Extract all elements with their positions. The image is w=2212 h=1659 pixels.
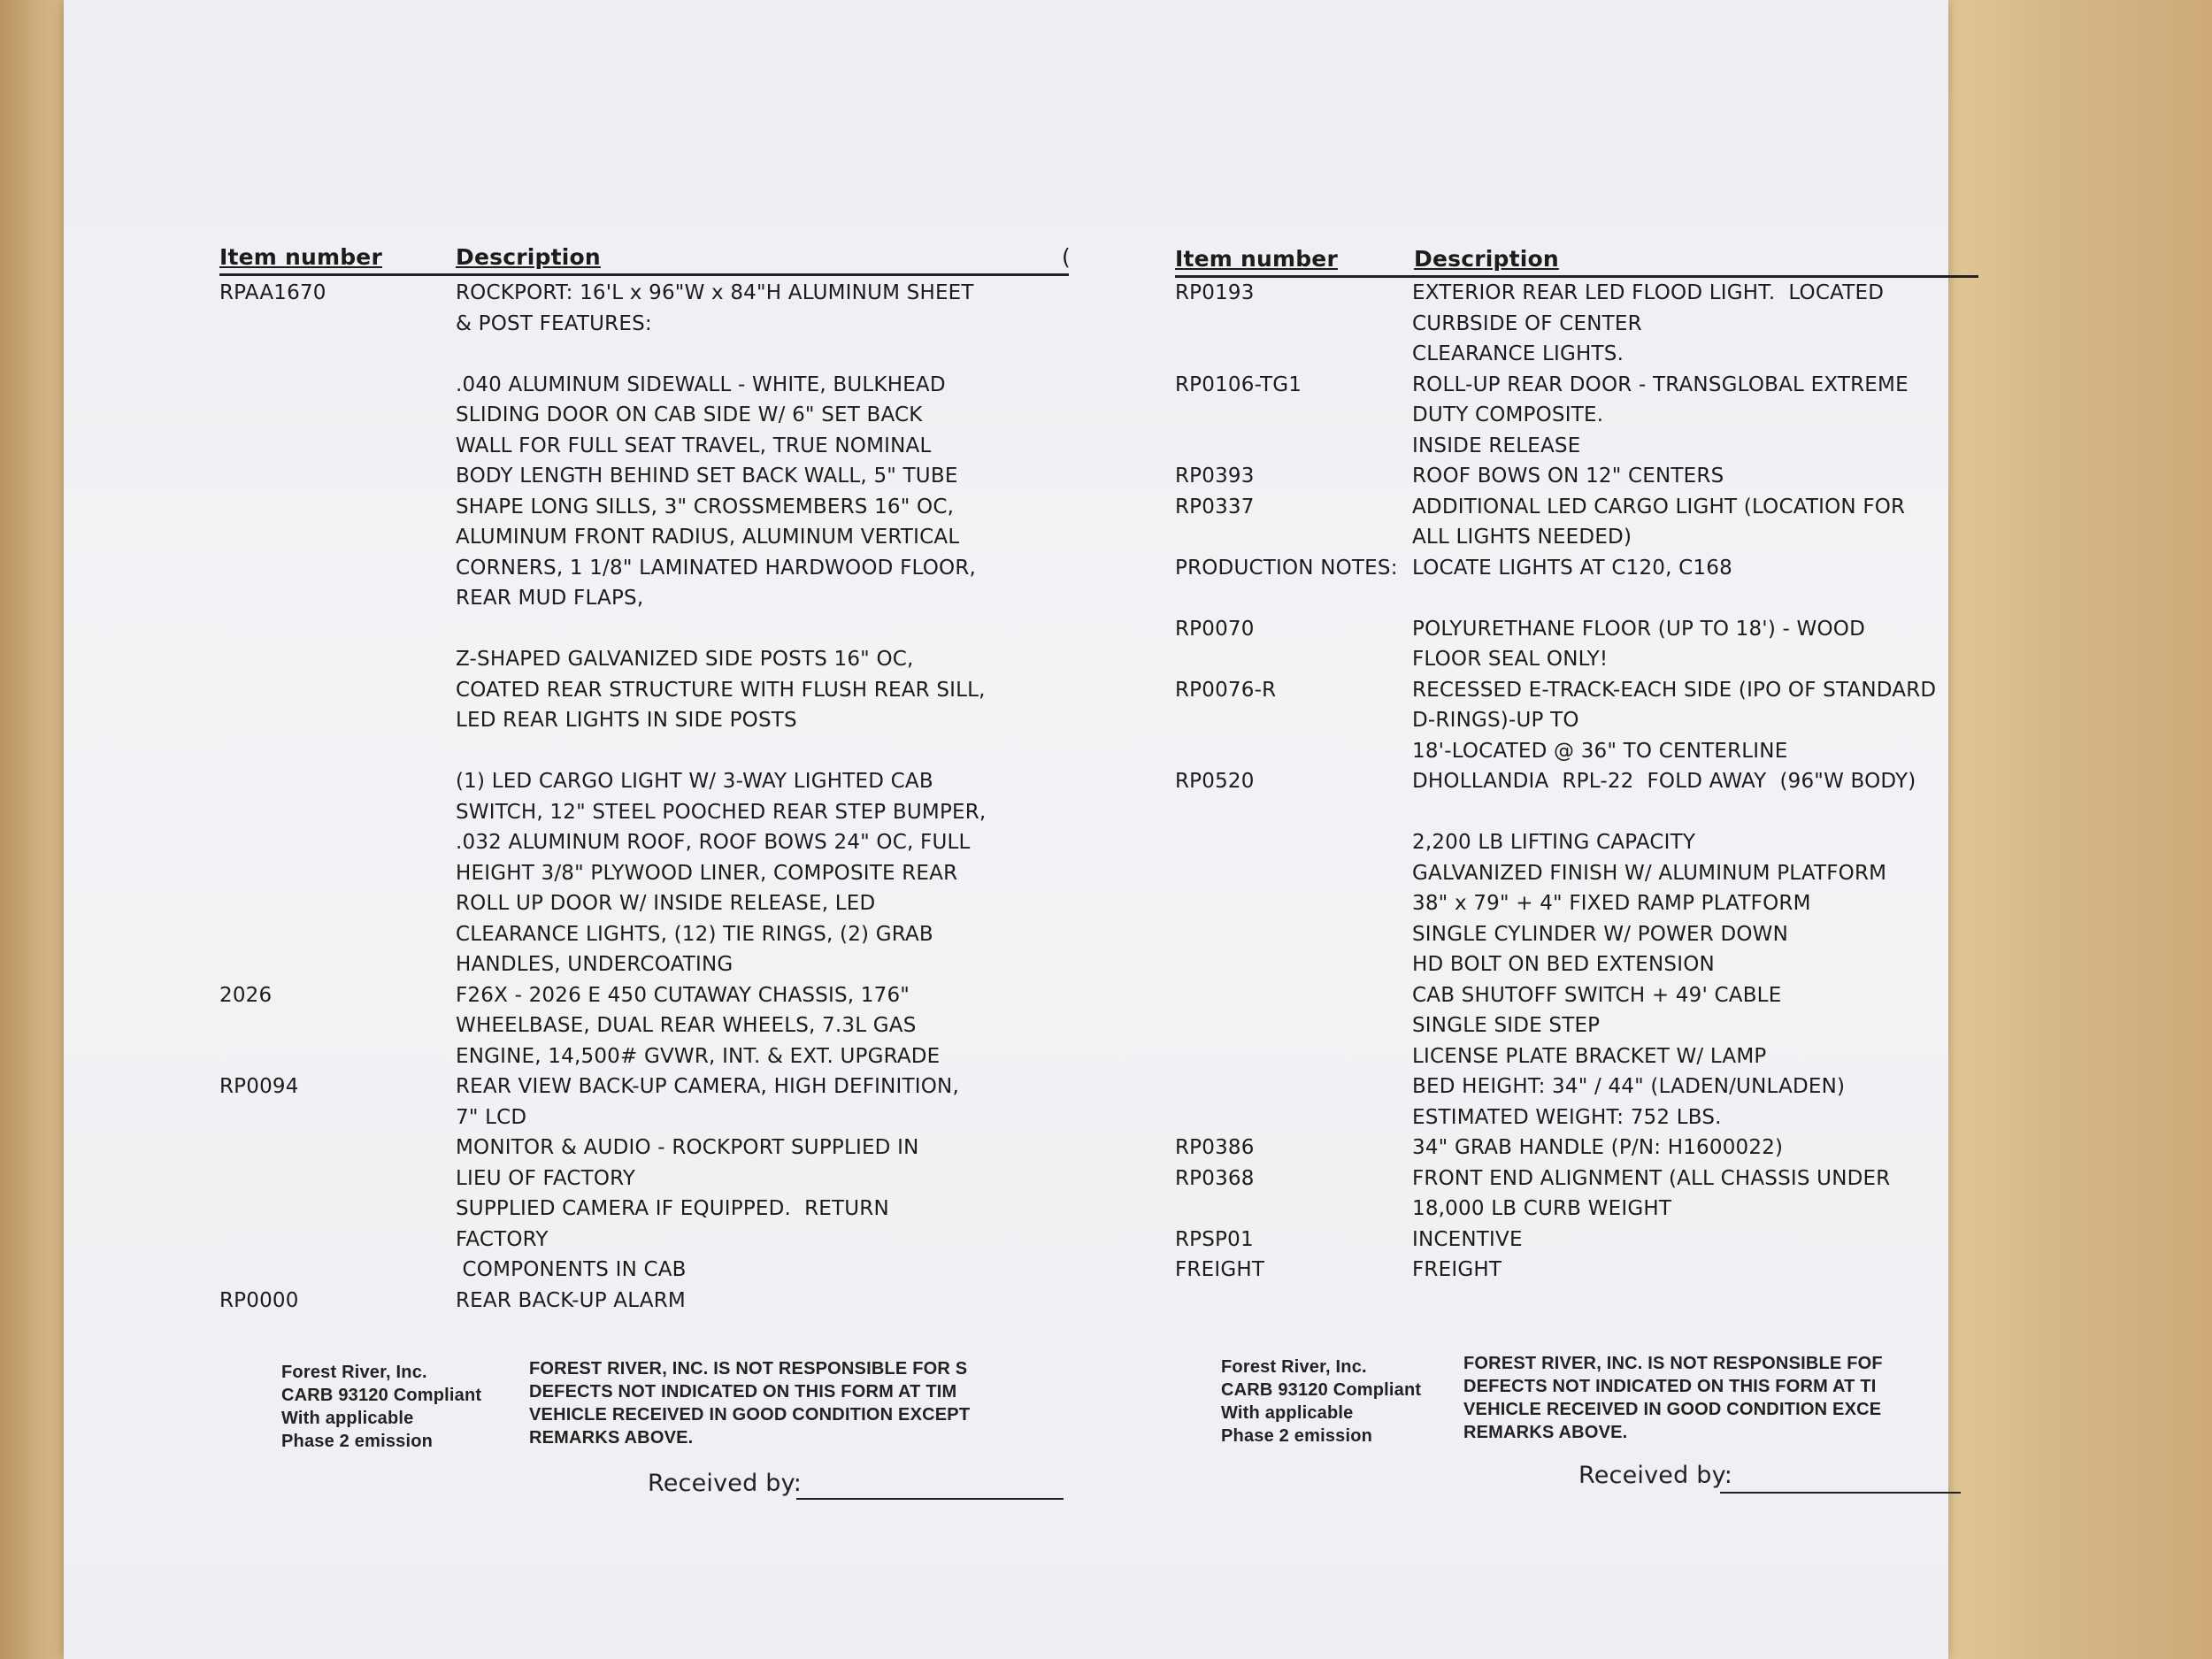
list-item bbox=[1175, 461, 1980, 492]
item-number: RP0106-TG1 bbox=[1175, 373, 1302, 396]
item-number: RP0076-R bbox=[1175, 678, 1277, 702]
desk-surface-left bbox=[0, 0, 64, 1659]
description-line: LOCATE LIGHTS AT C120, C168 bbox=[1412, 556, 1732, 580]
description-line: ADDITIONAL LED CARGO LIGHT (LOCATION FOR bbox=[1412, 495, 1906, 518]
description-line: SHAPE LONG SILLS, 3" CROSSMEMBERS 16" OC, bbox=[456, 495, 955, 518]
description-line: COMPONENTS IN CAB bbox=[456, 1258, 687, 1281]
item-number: RP0368 bbox=[1175, 1166, 1255, 1190]
description-line: FREIGHT bbox=[1412, 1258, 1502, 1281]
left-column bbox=[219, 244, 1069, 1501]
description-line: GALVANIZED FINISH W/ ALUMINUM PLATFORM bbox=[1412, 861, 1887, 885]
list-item bbox=[1175, 1225, 1980, 1256]
description-line: .040 ALUMINUM SIDEWALL - WHITE, BULKHEAD bbox=[456, 373, 946, 396]
description-line: SINGLE SIDE STEP bbox=[1412, 1014, 1601, 1037]
printed-sheet bbox=[64, 0, 1948, 1659]
description-line: & POST FEATURES: bbox=[456, 311, 652, 335]
item-description bbox=[1412, 370, 1909, 462]
item-description bbox=[456, 1071, 959, 1286]
desk-surface-right bbox=[1943, 0, 2212, 1659]
description-line: CURBSIDE OF CENTER bbox=[1412, 311, 1642, 335]
description-line: WALL FOR FULL SEAT TRAVEL, TRUE NOMINAL bbox=[456, 434, 932, 457]
company-notice: Forest River, Inc. CARB 93120 Compliant With applicable Phase 2 emission bbox=[1221, 1357, 1422, 1446]
description-line bbox=[1412, 583, 1732, 614]
description-line bbox=[456, 614, 986, 645]
description-line: ALL LIGHTS NEEDED) bbox=[1412, 526, 1632, 549]
disclaimer-text: FOREST RIVER, INC. IS NOT RESPONSIBLE FOF DEFECTS NOT INDICATED ON THIS FORM AT TI VEHICLE RECEIVED IN GOOD CONDITION EXCE REMARKS ABOVE. bbox=[1463, 1354, 1883, 1442]
description-line bbox=[456, 339, 986, 370]
description-line: SLIDING DOOR ON CAB SIDE W/ 6" SET BACK bbox=[456, 403, 923, 426]
description-line: LIEU OF FACTORY bbox=[456, 1166, 636, 1190]
description-line: FACTORY bbox=[456, 1227, 549, 1251]
item-number: RP0386 bbox=[1175, 1136, 1255, 1159]
signature-line bbox=[796, 1498, 1064, 1500]
description-line: HANDLES, UNDERCOATING bbox=[456, 953, 733, 976]
item-description bbox=[1412, 492, 1905, 553]
item-description bbox=[456, 1286, 686, 1317]
item-description bbox=[456, 278, 986, 980]
description-line: .032 ALUMINUM ROOF, ROOF BOWS 24" OC, FULL bbox=[456, 831, 971, 854]
item-description bbox=[1412, 675, 1936, 767]
item-number: RP0000 bbox=[219, 1288, 299, 1312]
description-line: HD BOLT ON BED EXTENSION bbox=[1412, 953, 1715, 976]
signature-line bbox=[1720, 1492, 1961, 1494]
description-line: HEIGHT 3/8" PLYWOOD LINER, COMPOSITE REAR bbox=[456, 861, 958, 885]
description-line: COATED REAR STRUCTURE WITH FLUSH REAR SILL, bbox=[456, 678, 986, 702]
header-rule bbox=[219, 273, 1069, 276]
list-item bbox=[1175, 1164, 1980, 1225]
description-line: POLYURETHANE FLOOR (UP TO 18') - WOOD bbox=[1412, 617, 1865, 641]
description-line: INSIDE RELEASE bbox=[1412, 434, 1581, 457]
description-line: 2,200 LB LIFTING CAPACITY bbox=[1412, 831, 1696, 854]
description-line: 34" GRAB HANDLE (P/N: H1600022) bbox=[1412, 1136, 1784, 1159]
list-item bbox=[1175, 1255, 1980, 1286]
description-line: DUTY COMPOSITE. bbox=[1412, 403, 1604, 426]
description-line: CAB SHUTOFF SWITCH + 49' CABLE bbox=[1412, 983, 1782, 1007]
list-item bbox=[1175, 1133, 1980, 1164]
item-number: RPAA1670 bbox=[219, 281, 326, 304]
description-line: ROCKPORT: 16'L x 96"W x 84"H ALUMINUM SHEET bbox=[456, 281, 974, 304]
item-number: RP0094 bbox=[219, 1075, 299, 1098]
description-line: REAR MUD FLAPS, bbox=[456, 587, 644, 610]
description-line bbox=[456, 736, 986, 767]
item-number: RP0393 bbox=[1175, 465, 1255, 488]
item-description bbox=[1412, 278, 1884, 370]
list-item bbox=[1175, 278, 1980, 370]
description-line: RECESSED E-TRACK-EACH SIDE (IPO OF STANDARD bbox=[1412, 678, 1937, 702]
description-line: LICENSE PLATE BRACKET W/ LAMP bbox=[1412, 1044, 1767, 1068]
header-description: Description bbox=[456, 244, 601, 270]
description-line: SUPPLIED CAMERA IF EQUIPPED. RETURN bbox=[456, 1197, 889, 1220]
received-by-label: Received by: bbox=[648, 1470, 803, 1497]
item-description bbox=[1412, 461, 1724, 492]
description-line: D-RINGS)-UP TO bbox=[1412, 709, 1579, 732]
list-item bbox=[1175, 614, 1980, 675]
item-description bbox=[1412, 1164, 1890, 1225]
description-line: CLEARANCE LIGHTS. bbox=[1412, 342, 1624, 365]
item-number: PRODUCTION NOTES: bbox=[1175, 556, 1398, 580]
item-description bbox=[1412, 1255, 1502, 1286]
description-line: SINGLE CYLINDER W/ POWER DOWN bbox=[1412, 922, 1789, 946]
item-description bbox=[1412, 614, 1865, 675]
description-line: Z-SHAPED GALVANIZED SIDE POSTS 16" OC, bbox=[456, 648, 914, 671]
list-item bbox=[219, 1286, 1069, 1317]
item-description bbox=[1412, 1225, 1523, 1256]
item-description bbox=[456, 980, 940, 1072]
description-line: ROLL UP DOOR W/ INSIDE RELEASE, LED bbox=[456, 892, 876, 915]
description-line: BODY LENGTH BEHIND SET BACK WALL, 5" TUBE bbox=[456, 465, 958, 488]
description-line: SWITCH, 12" STEEL POOCHED REAR STEP BUMPER, bbox=[456, 800, 987, 824]
item-number: RP0520 bbox=[1175, 770, 1255, 793]
description-line: 18'-LOCATED @ 36" TO CENTERLINE bbox=[1412, 739, 1788, 763]
description-line: 18,000 LB CURB WEIGHT bbox=[1412, 1197, 1672, 1220]
description-line: REAR VIEW BACK-UP CAMERA, HIGH DEFINITION, bbox=[456, 1075, 959, 1098]
description-line: LED REAR LIGHTS IN SIDE POSTS bbox=[456, 709, 797, 732]
list-item bbox=[219, 980, 1069, 1072]
item-number: RP0337 bbox=[1175, 495, 1255, 518]
description-line: INCENTIVE bbox=[1412, 1227, 1523, 1251]
right-column bbox=[1175, 246, 1980, 1502]
list-item bbox=[1175, 492, 1980, 553]
header-item-number: Item number bbox=[219, 244, 382, 270]
description-line bbox=[1412, 797, 1916, 828]
header-item-number: Item number bbox=[1175, 246, 1338, 272]
disclaimer-text: FOREST RIVER, INC. IS NOT RESPONSIBLE FOR S DEFECTS NOT INDICATED ON THIS FORM AT TIM VEHICLE RECEIVED IN GOOD CONDITION EXCEPT REMARKS ABOVE. bbox=[529, 1359, 971, 1448]
item-description bbox=[1412, 1133, 1783, 1164]
description-line: (1) LED CARGO LIGHT W/ 3-WAY LIGHTED CAB bbox=[456, 770, 933, 793]
header-description: Description bbox=[1414, 246, 1559, 272]
description-line: FLOOR SEAL ONLY! bbox=[1412, 648, 1609, 671]
description-line: ALUMINUM FRONT RADIUS, ALUMINUM VERTICAL bbox=[456, 526, 960, 549]
description-line: REAR BACK-UP ALARM bbox=[456, 1288, 686, 1312]
item-description bbox=[1412, 766, 1916, 1133]
description-line: ROLL-UP REAR DOOR - TRANSGLOBAL EXTREME bbox=[1412, 373, 1909, 396]
list-item bbox=[1175, 370, 1980, 462]
description-line: F26X - 2026 E 450 CUTAWAY CHASSIS, 176" bbox=[456, 983, 910, 1007]
description-line: WHEELBASE, DUAL REAR WHEELS, 7.3L GAS bbox=[456, 1014, 917, 1037]
description-line: CLEARANCE LIGHTS, (12) TIE RINGS, (2) GRAB bbox=[456, 922, 933, 946]
item-number: 2026 bbox=[219, 983, 273, 1007]
description-line: CORNERS, 1 1/8" LAMINATED HARDWOOD FLOOR, bbox=[456, 556, 977, 580]
description-line: ESTIMATED WEIGHT: 752 LBS. bbox=[1412, 1105, 1722, 1129]
description-line: ROOF BOWS ON 12" CENTERS bbox=[1412, 465, 1724, 488]
list-item bbox=[1175, 553, 1980, 614]
list-item bbox=[1175, 675, 1980, 767]
header-cutoff-char: ( bbox=[1062, 244, 1071, 270]
description-line: BED HEIGHT: 34" / 44" (LADEN/UNLADEN) bbox=[1412, 1075, 1846, 1098]
list-item bbox=[219, 1071, 1069, 1286]
description-line: MONITOR & AUDIO - ROCKPORT SUPPLIED IN bbox=[456, 1136, 919, 1159]
company-notice: Forest River, Inc. CARB 93120 Compliant With applicable Phase 2 emission bbox=[281, 1363, 482, 1451]
description-line: ENGINE, 14,500# GVWR, INT. & EXT. UPGRADE bbox=[456, 1044, 941, 1068]
list-item bbox=[1175, 766, 1980, 1133]
description-line: EXTERIOR REAR LED FLOOD LIGHT. LOCATED bbox=[1412, 281, 1885, 304]
description-line: FRONT END ALIGNMENT (ALL CHASSIS UNDER bbox=[1412, 1166, 1891, 1190]
item-number: RP0070 bbox=[1175, 617, 1255, 641]
description-line: 38" x 79" + 4" FIXED RAMP PLATFORM bbox=[1412, 892, 1811, 915]
item-description bbox=[1412, 553, 1732, 614]
item-number: FREIGHT bbox=[1175, 1258, 1265, 1281]
item-number: RP0193 bbox=[1175, 281, 1255, 304]
list-item bbox=[219, 278, 1069, 980]
description-line: DHOLLANDIA RPL-22 FOLD AWAY (96"W BODY) bbox=[1412, 770, 1916, 793]
item-number: RPSP01 bbox=[1175, 1227, 1254, 1251]
received-by-label: Received by: bbox=[1578, 1462, 1733, 1489]
description-line: 7" LCD bbox=[456, 1105, 527, 1129]
